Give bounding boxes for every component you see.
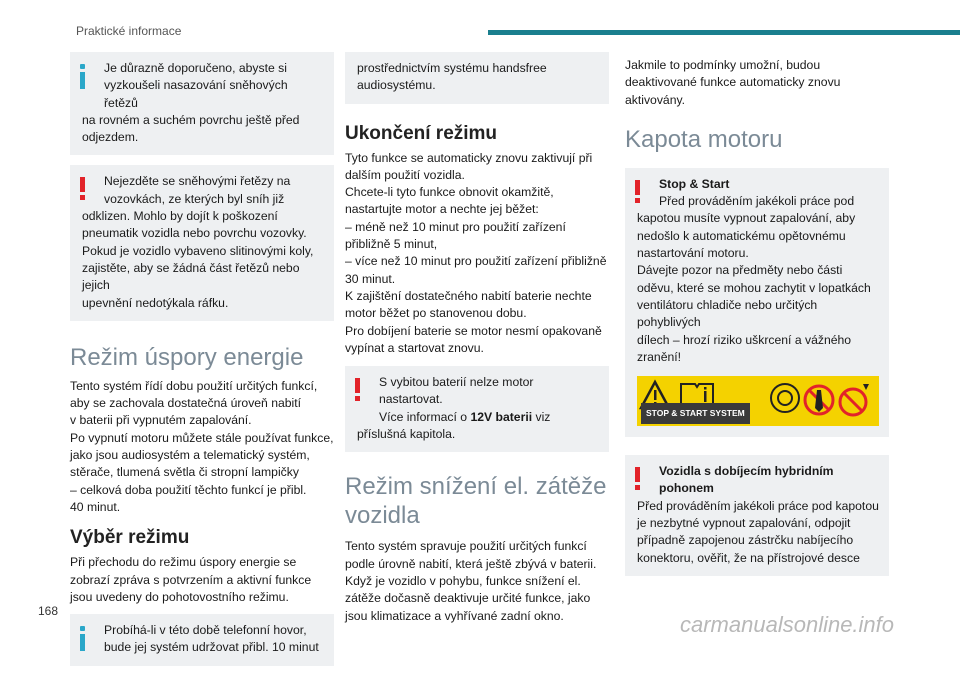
- text-line: S vybitou baterií nelze motor nastartovat.: [379, 375, 534, 407]
- text-line: ventilátoru chladiče nebo určitých pohyblivých: [637, 297, 818, 330]
- text-line: jako jsou audiosystém a telematický systém,: [70, 448, 310, 463]
- note-title: Vozidla s dobíjecím hybridním: [659, 464, 834, 479]
- warning-note-chains: [70, 165, 334, 320]
- text-line: je nezbytné vypnout zapalování, odpojit: [637, 516, 851, 531]
- text-line: Jakmile to podmínky umožní, budou: [625, 58, 821, 72]
- column-2: [345, 52, 609, 625]
- text-line: – celková doba použití těchto funkcí je přibl.: [70, 482, 307, 497]
- text-line: vozovkách, ze kterých byl sníh již: [104, 191, 285, 206]
- header-accent-bar: [488, 30, 960, 35]
- note-title: pohonem: [659, 481, 714, 496]
- text-line: přibližně 5 minut,: [345, 237, 438, 252]
- watermark: carmanualsonline.info: [680, 612, 895, 637]
- stop-start-warning-label: [637, 376, 879, 426]
- running-header: Praktické informace: [76, 24, 182, 38]
- stop-start-system-label: STOP & START SYSTEM: [641, 403, 750, 424]
- text-line: Tento systém řídí dobu použití určitých funkcí,: [70, 378, 318, 393]
- text-line: Dávejte pozor na předměty nebo části: [637, 263, 843, 278]
- text-line: Pokud je vozidlo vybaveno slitinovými koly,: [82, 243, 314, 258]
- text-line: Tento systém spravuje použití určitých funkcí: [345, 539, 587, 554]
- text-line: pneumatik vozidla nebo povrchu vozovky.: [82, 226, 307, 241]
- text-line: Před prováděním jakékoli práce pod: [659, 194, 855, 209]
- text-line: 40 minut.: [70, 499, 121, 514]
- heading-line: vozidla: [345, 502, 420, 530]
- column-1: [70, 52, 334, 674]
- section-heading-energy-saving: Režim úspory energie: [70, 343, 304, 371]
- text-line: Pro dobíjení baterie se motor nesmí opakovaně: [345, 323, 602, 338]
- text-line: jsou klimatizace a vyhřívané zadní okno.: [345, 608, 564, 623]
- text-line: motor běžet po stanovenou dobu.: [345, 306, 527, 321]
- text-line: Před prováděním jakékoli práce pod kapotou: [637, 498, 879, 513]
- text-line: deaktivované funkce automaticky znovu: [625, 75, 841, 90]
- warning-note-battery: [345, 366, 609, 452]
- text-line: podle úrovně nabití, která ještě zbývá v baterii.: [345, 556, 597, 571]
- text-line: zajistěte, aby se žádná část řetězů nebo jejich: [82, 260, 300, 293]
- text-line: Po vypnutí motoru můžete stále používat funkce,: [70, 430, 334, 445]
- text-line: v baterii při vypnutém zapalování.: [70, 413, 252, 428]
- text-line: nastartování motoru.: [637, 246, 749, 261]
- info-icon: [80, 64, 86, 89]
- warning-icon: [635, 467, 641, 490]
- text-line: dílech – hrozí riziko uškrcení a vážného: [637, 332, 852, 347]
- text-line: dalším použití vozidla.: [345, 167, 465, 182]
- fan-icon: [771, 384, 799, 412]
- text-line: aby se zachovala dostatečná úroveň nabití: [70, 396, 302, 411]
- section-heading-load-reduction: [345, 472, 609, 530]
- text-line: odklizen. Mohlo by dojít k poškození: [82, 209, 278, 224]
- text-line: vyzkoušeli nasazování sněhových řetězů: [104, 78, 288, 110]
- section-heading-bonnet: Kapota motoru: [625, 125, 783, 153]
- text-line: upevnění nedotýkala ráfku.: [82, 295, 229, 310]
- warning-icon: [635, 180, 641, 203]
- text-line: příslušná kapitola.: [357, 427, 456, 442]
- text-line: prostřednictvím systému handsfree: [357, 61, 547, 75]
- subheading-end-of-mode: Ukončení režimu: [345, 122, 498, 144]
- text-line: aktivovány.: [625, 92, 686, 107]
- text-line: stěrače, tlumená světla či stropní lampičky: [70, 465, 299, 480]
- text-line: K zajištění dostatečného nabití baterie nechte: [345, 288, 592, 303]
- text-line: konektoru, ověřit, že na přístrojové desce: [637, 550, 860, 565]
- note-title: Stop & Start: [659, 176, 730, 191]
- page-number: 168: [38, 604, 59, 618]
- text-line: zátěže dočasně deaktivuje určité funkce, jako: [345, 591, 591, 606]
- text-line: – méně než 10 minut pro použití zařízení: [345, 219, 566, 234]
- text-line: odjezdem.: [82, 130, 139, 145]
- text-line: audiosystému.: [357, 78, 436, 93]
- text-line: nedošlo k automatickému opětovnému: [637, 228, 846, 243]
- info-note-snow-chains: [70, 52, 334, 155]
- text-line: jsou uvedeny do pohotovostního režimu.: [70, 589, 289, 604]
- text-line: na rovném a suchém povrchu ještě před: [82, 112, 300, 127]
- info-icon: [80, 626, 86, 651]
- text-line: oděvu, které se mohou zachytit v lopatkách: [637, 280, 871, 295]
- text-line: Chcete-li tyto funkce obnovit okamžitě,: [345, 185, 554, 200]
- text-line: Když je vozidlo v pohybu, funkce snížení el.: [345, 573, 581, 588]
- text-line: – více než 10 minut pro použití zařízení přibližně: [345, 254, 607, 269]
- warning-icon: [80, 177, 86, 200]
- text-line: vypínat a startovat znovu.: [345, 340, 484, 355]
- warning-note-stop-start: [625, 168, 889, 437]
- heading-line: Režim snížení el. zátěže: [345, 473, 607, 501]
- text-line: Nejezděte se sněhovými řetězy na: [104, 174, 291, 189]
- text-line: 30 minut.: [345, 271, 396, 286]
- text-line: Tyto funkce se automaticky znovu zaktivují při: [345, 150, 593, 165]
- column-3: [625, 52, 889, 584]
- text-line: bude jej systém udržovat přibl. 10 minut: [104, 640, 319, 655]
- warning-note-hybrid: [625, 455, 889, 576]
- text-line: Při přechodu do režimu úspory energie se: [70, 555, 297, 570]
- warning-icon: [355, 378, 361, 401]
- text-line: nastartujte motor a nechte jej běžet:: [345, 202, 539, 217]
- text-line: Probíhá-li v této době telefonní hovor,: [104, 623, 307, 638]
- info-note-continued: [345, 52, 609, 104]
- subheading-mode-selection: Výběr režimu: [70, 527, 190, 549]
- text-line: zranění!: [637, 349, 682, 364]
- text-line: zobrazí zpráva s potvrzením a aktivní funkce: [70, 572, 312, 587]
- text-line: Je důrazně doporučeno, abyste si: [104, 61, 287, 75]
- text-line: případně zapojenou zástrčku nabíjecího: [637, 533, 854, 548]
- text-line: Více informací o 12V baterii viz: [379, 409, 551, 424]
- text-line: kapotou musíte vypnout zapalování, aby: [637, 211, 856, 226]
